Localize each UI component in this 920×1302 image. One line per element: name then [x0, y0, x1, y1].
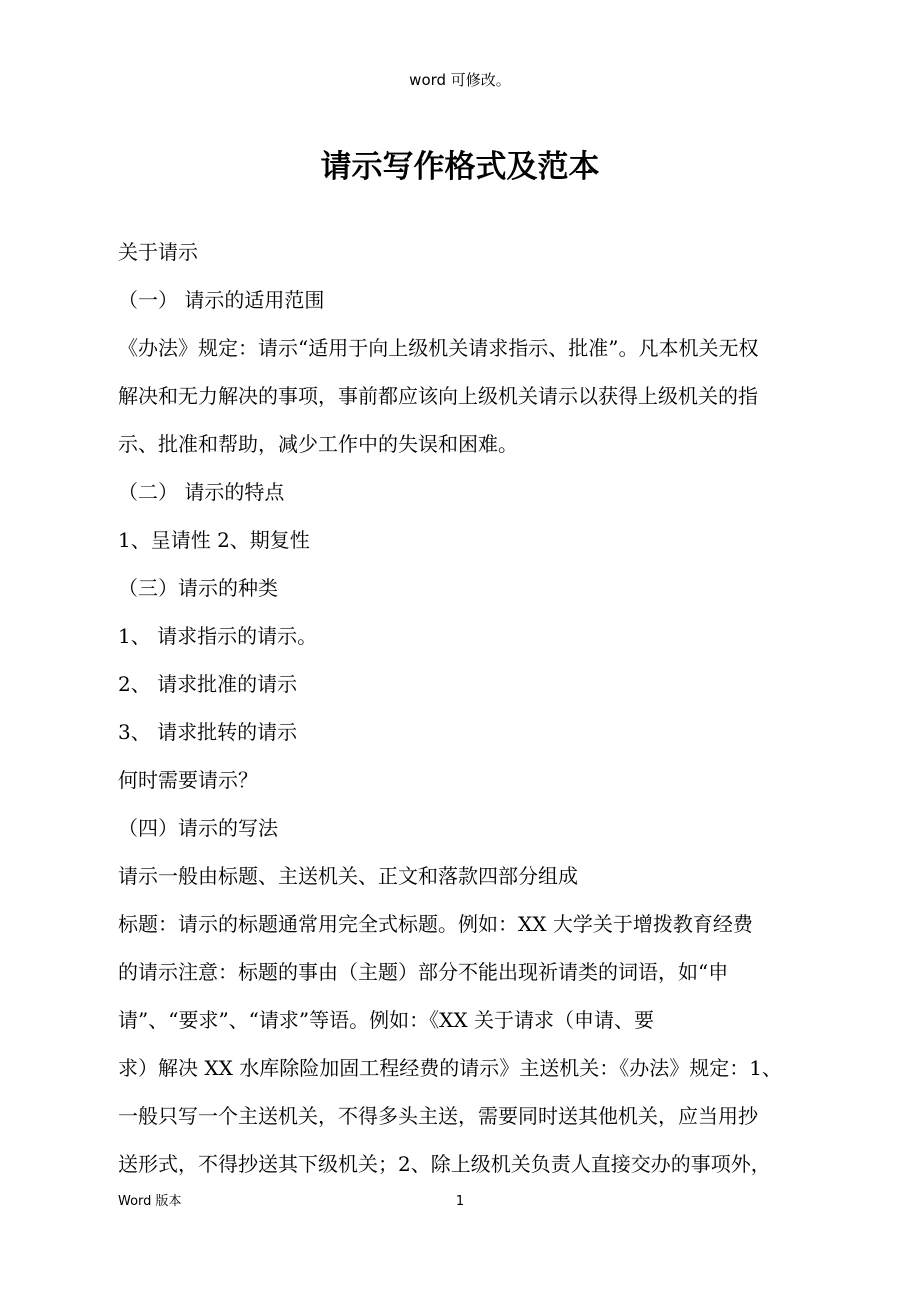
section-heading: （四）请示的写法 — [118, 816, 278, 840]
document-title: 请示写作格式及范本 — [320, 149, 600, 185]
body-line: 《办法》规定：请示“适用于向上级机关请求指示、批准”。凡本机关无权 — [118, 336, 759, 360]
section-heading: （二） 请示的特点 — [118, 480, 285, 504]
body-line: 的请示注意：标题的事由（主题）部分不能出现祈请类的词语，如“申 — [118, 960, 729, 984]
section-heading: （一） 请示的适用范围 — [118, 288, 325, 312]
body-line: 示、批准和帮助，减少工作中的失误和困难。 — [118, 432, 518, 456]
footer-label: Word 版本 — [118, 1194, 182, 1209]
body-line: 何时需要请示？ — [118, 768, 258, 792]
document-body — [118, 228, 814, 1188]
list-item: 1、 请求指示的请示。 — [118, 624, 318, 648]
list-item: 3、 请求批转的请示 — [118, 720, 298, 744]
body-line: 解决和无力解决的事项，事前都应该向上级机关请示以获得上级机关的指 — [118, 384, 758, 408]
body-line: 一般只写一个主送机关，不得多头主送，需要同时送其他机关，应当用抄 — [118, 1104, 758, 1128]
body-line: 1、呈请性 2、期复性 — [118, 528, 310, 552]
section-heading: （三）请示的种类 — [118, 576, 278, 600]
list-item: 2、 请求批准的请示 — [118, 672, 298, 696]
body-line: 关于请示 — [118, 240, 198, 264]
page-number: 1 — [455, 1194, 465, 1209]
body-line: 求）解决 XX 水库除险加固工程经费的请示》主送机关：《办法》规定：1、 — [118, 1056, 782, 1080]
page-header: word 可修改。 — [409, 71, 511, 89]
body-line: 请”、“要求”、“请求”等语。例如：《XX 关于请求（申请、要 — [118, 1008, 654, 1032]
body-line: 送形式，不得抄送其下级机关；2、除上级机关负责人直接交办的事项外， — [118, 1152, 771, 1176]
body-line: 标题：请示的标题通常用完全式标题。例如：XX 大学关于增拨教育经费 — [118, 912, 753, 936]
body-line: 请示一般由标题、主送机关、正文和落款四部分组成 — [118, 864, 578, 888]
